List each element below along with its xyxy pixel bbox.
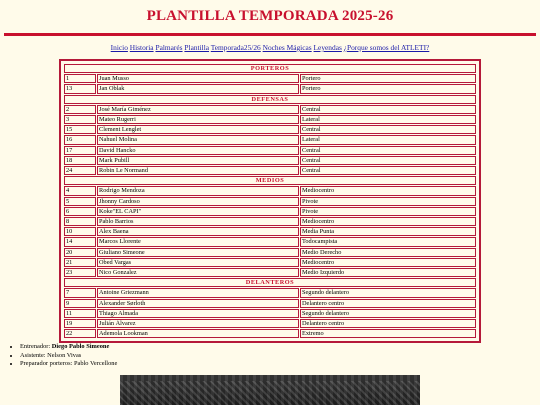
- staff-assistant: • Asistente: Nelson Vivas: [20, 352, 117, 361]
- player-position: Lateral: [300, 135, 476, 144]
- nav-link-palmar-s[interactable]: Palmarés: [155, 43, 183, 52]
- team-photo-crowd: [120, 381, 420, 405]
- player-name: Jan Oblak: [97, 84, 299, 93]
- player-name: Pablo Barrios: [97, 217, 299, 226]
- player-name: Jhonny Cardoso: [97, 197, 299, 206]
- player-row: [64, 237, 476, 246]
- player-row: [64, 319, 476, 328]
- player-position: Delantero centro: [300, 319, 476, 328]
- nav-link-noches-m-gicas[interactable]: Noches Mágicas: [262, 43, 312, 52]
- player-name: Clement Lenglet: [97, 125, 299, 134]
- player-row: [64, 115, 476, 124]
- player-row: [64, 217, 476, 226]
- player-name: Nahuel Molina: [97, 135, 299, 144]
- player-position: Central: [300, 146, 476, 155]
- player-name: Juan Musso: [97, 74, 299, 83]
- player-row: [64, 258, 476, 267]
- nav-link-leyendas[interactable]: Leyendas: [313, 43, 342, 52]
- player-number: 8: [64, 217, 96, 226]
- player-name: Mark Pubill: [97, 156, 299, 165]
- player-number: 11: [64, 309, 96, 318]
- player-position: Mediocentro: [300, 217, 476, 226]
- player-row: [64, 268, 476, 277]
- section-title: MEDIOS: [64, 176, 476, 185]
- player-name: Mateo Rugerri: [97, 115, 299, 124]
- player-number: 22: [64, 329, 96, 338]
- player-position: Extremo: [300, 329, 476, 338]
- coach-name: Diego Pablo Simeone: [51, 343, 110, 350]
- player-name: Rodrigo Mendoza: [97, 186, 299, 195]
- section-title: DELANTEROS: [64, 278, 476, 287]
- player-number: 3: [64, 115, 96, 124]
- roster-table: [59, 59, 481, 343]
- player-number: 15: [64, 125, 96, 134]
- player-row: [64, 309, 476, 318]
- player-row: [64, 146, 476, 155]
- player-row: [64, 207, 476, 216]
- player-number: 9: [64, 299, 96, 308]
- section-header-row: [64, 278, 476, 287]
- player-position: Central: [300, 105, 476, 114]
- player-name: Alex Baena: [97, 227, 299, 236]
- player-position: Todocampista: [300, 237, 476, 246]
- staff-goalkeeping: • Preparador porteros: Pablo Vercellone: [20, 360, 117, 369]
- section-header-row: [64, 64, 476, 73]
- player-name: Ademola Lookman: [97, 329, 299, 338]
- player-number: 21: [64, 258, 96, 267]
- player-position: Pivote: [300, 197, 476, 206]
- player-number: 24: [64, 166, 96, 175]
- staff-coach: • Entrenador: Diego Pablo Simeone: [20, 343, 117, 352]
- player-row: [64, 227, 476, 236]
- player-position: Mediocentro: [300, 186, 476, 195]
- player-row: [64, 288, 476, 297]
- player-name: Koke"EL CAPI": [97, 207, 299, 216]
- player-position: Mediocentro: [300, 258, 476, 267]
- player-row: [64, 84, 476, 93]
- player-name: Marcos Llorente: [97, 237, 299, 246]
- player-row: [64, 156, 476, 165]
- player-row: [64, 105, 476, 114]
- player-position: Portero: [300, 84, 476, 93]
- player-position: Pivote: [300, 207, 476, 216]
- player-name: Alexander Sørloth: [97, 299, 299, 308]
- player-name: Robin Le Normand: [97, 166, 299, 175]
- player-name: Antoine Griezmann: [97, 288, 299, 297]
- player-row: [64, 186, 476, 195]
- player-row: [64, 125, 476, 134]
- player-number: 1: [64, 74, 96, 83]
- player-number: 23: [64, 268, 96, 277]
- player-name: Julián Álvarez: [97, 319, 299, 328]
- section-title: PORTEROS: [64, 64, 476, 73]
- player-position: Lateral: [300, 115, 476, 124]
- team-photo: [120, 375, 420, 405]
- player-name: Obed Vargas: [97, 258, 299, 267]
- player-number: 18: [64, 156, 96, 165]
- nav-link-historia[interactable]: Historia: [129, 43, 154, 52]
- player-position: Central: [300, 166, 476, 175]
- player-name: Giuliano Simeone: [97, 248, 299, 257]
- player-position: Media Punta: [300, 227, 476, 236]
- player-number: 19: [64, 319, 96, 328]
- player-number: 2: [64, 105, 96, 114]
- player-position: Central: [300, 125, 476, 134]
- player-number: 4: [64, 186, 96, 195]
- nav-link-porque-somos-del-atleti[interactable]: ¿Porque somos del ATLETI?: [343, 43, 430, 52]
- player-number: 6: [64, 207, 96, 216]
- player-number: 10: [64, 227, 96, 236]
- player-row: [64, 299, 476, 308]
- player-number: 7: [64, 288, 96, 297]
- player-row: [64, 166, 476, 175]
- player-position: Segundo delantero: [300, 309, 476, 318]
- player-row: [64, 329, 476, 338]
- section-header-row: [64, 95, 476, 104]
- player-row: [64, 74, 476, 83]
- player-position: Portero: [300, 74, 476, 83]
- nav-link-temporada25-26[interactable]: Temporada25/26: [210, 43, 261, 52]
- player-position: Medio Izquierdo: [300, 268, 476, 277]
- player-number: 16: [64, 135, 96, 144]
- player-number: 20: [64, 248, 96, 257]
- player-number: 14: [64, 237, 96, 246]
- player-name: José María Giménez: [97, 105, 299, 114]
- player-position: Delantero centro: [300, 299, 476, 308]
- nav-bar: [0, 43, 540, 52]
- player-row: [64, 135, 476, 144]
- player-position: Medio Derecho: [300, 248, 476, 257]
- player-number: 5: [64, 197, 96, 206]
- player-number: 13: [64, 84, 96, 93]
- player-position: Central: [300, 156, 476, 165]
- player-number: 17: [64, 146, 96, 155]
- player-position: Segundo delantero: [300, 288, 476, 297]
- player-row: [64, 197, 476, 206]
- player-name: Thiago Almada: [97, 309, 299, 318]
- page-title: PLANTILLA TEMPORADA 2025-26: [146, 8, 394, 24]
- player-name: David Hancko: [97, 146, 299, 155]
- player-row: [64, 248, 476, 257]
- player-name: Nico Gonzalez: [97, 268, 299, 277]
- section-header-row: [64, 176, 476, 185]
- staff-list: [10, 343, 117, 369]
- nav-link-inicio[interactable]: Inicio: [110, 43, 128, 52]
- section-title: DEFENSAS: [64, 95, 476, 104]
- title-divider: [4, 33, 536, 36]
- nav-link-plantilla[interactable]: Plantilla: [184, 43, 210, 52]
